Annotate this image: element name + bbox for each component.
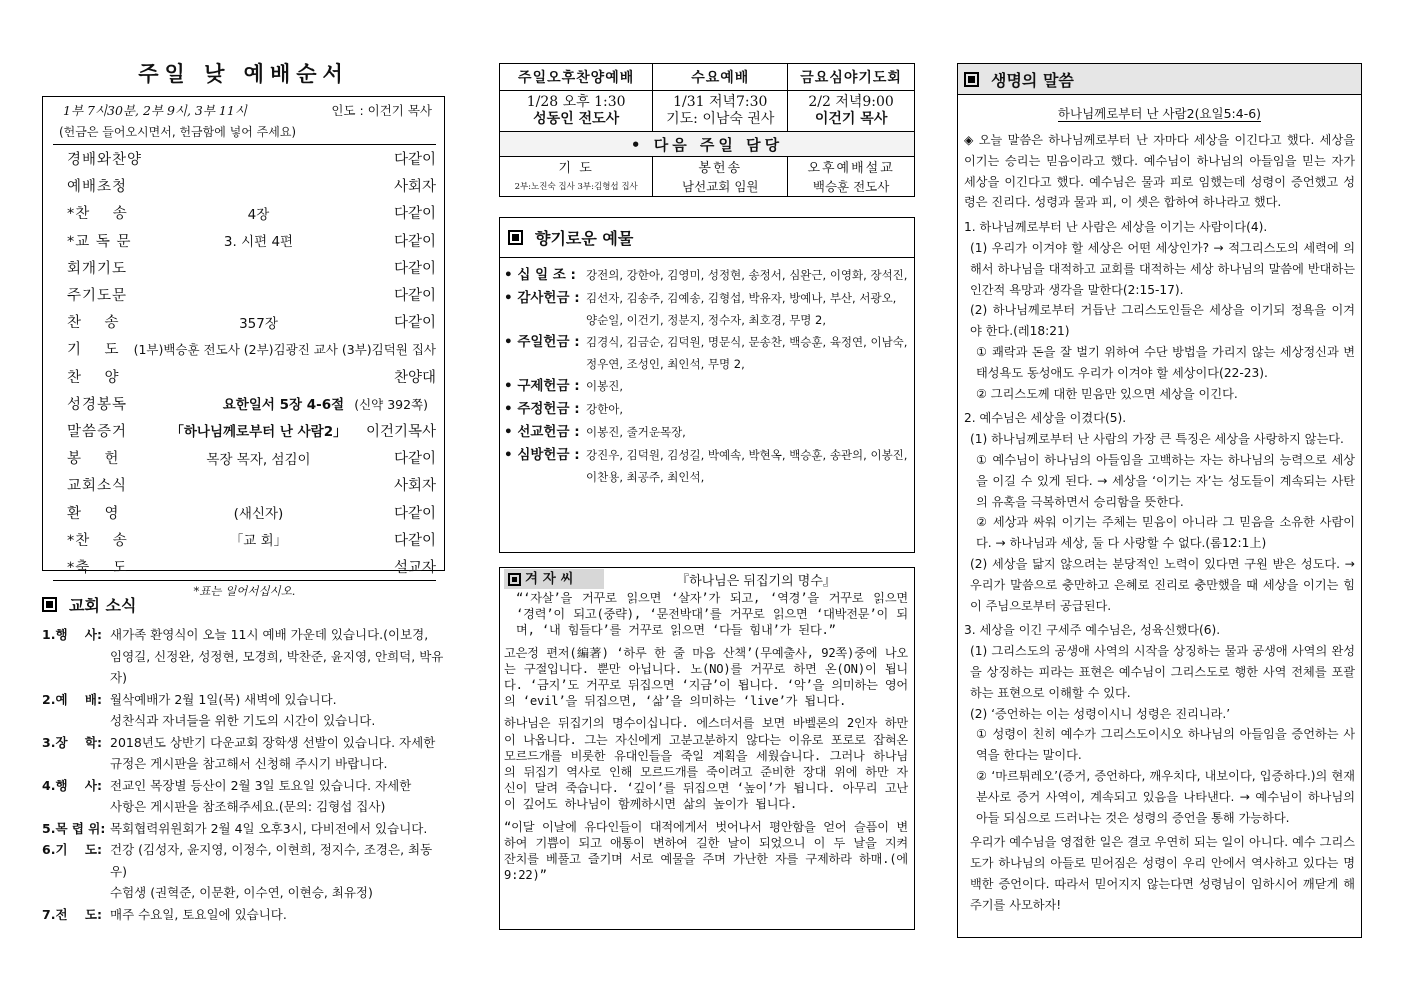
service-times: 1부 7시30분, 2부 9시, 3부 11시 (63, 103, 247, 118)
order-item-by: 다같이 (393, 233, 436, 250)
order-box (42, 96, 445, 598)
offering-names: 이봉진, (586, 379, 623, 393)
news-line: 새가족 환영식이 오늘 11시 예배 가운데 있습니다.(이보경, (110, 627, 429, 642)
news-title: 교회 소식 (69, 596, 137, 615)
news-line: 매주 수요일, 토요일에 있습니다. (110, 906, 287, 922)
news-line: 임영길, 신정완, 성정현, 모경희, 박찬준, 윤지영, 안희덕, 박유자) (110, 648, 444, 685)
order-item-by: 다같이 (393, 315, 436, 332)
order-row (53, 553, 436, 580)
news-text (110, 689, 445, 732)
offerings-title (500, 218, 914, 258)
news-item (42, 818, 445, 840)
news-label: 3.장 학: (42, 734, 103, 750)
news-label: 7.전 도: (42, 906, 103, 922)
order-row (53, 254, 436, 281)
order-item-name: *교 독 문 (67, 233, 132, 250)
news-line: 규정은 게시판을 참고해서 신청해 주시기 바랍니다. (110, 756, 388, 771)
news-label: 6.기 도: (42, 842, 103, 857)
word-detail: ① 쾌락과 돈을 잘 벌기 위하여 수단 방법을 가리지 않는 세상정신과 변태성욕도 동성애도 우리가 이겨야 할 세상이다(22-23). (976, 344, 1355, 380)
news-text (110, 624, 445, 689)
news-item (42, 839, 445, 904)
order-item-by: 찬양대 (393, 369, 436, 386)
order-row (53, 444, 436, 471)
schedule-header: 수요예배 (653, 64, 788, 91)
schedule-cell (500, 91, 653, 132)
word-subpoint: (1) 그리스도의 공생애 사역의 시작을 상징하는 물과 공생애 사역의 완성을 상징하는 피라는 표현은 예수님이 그리스도로 행한 사역 전체를 포괄하는 표현으로 이해할 수 있다. (970, 644, 1355, 700)
square-bullet-icon (508, 230, 523, 245)
order-item-name: 찬 송 (67, 315, 120, 332)
news-item (42, 904, 445, 926)
order-row (53, 199, 436, 226)
order-item-content: 357장 (239, 315, 278, 332)
order-row (53, 498, 436, 525)
mustard-seed-tag-text: 겨 자 씨 (525, 571, 574, 587)
offering-row (504, 331, 908, 375)
order-row (53, 390, 436, 417)
word-title-text: 생명의 말씀 (991, 70, 1074, 90)
order-item-name: 성경봉독 (67, 396, 128, 413)
mustard-seed-paragraph: 고은정 편저(編著) ‘하루 한 줄 마음 산책’(무예출사, 92쪽)중에 나오는 구절입니다. 뿐만 아닙니다. 노(NO)를 거꾸로 하면 온(ON)이 됩니다. ‘금지’도 거꾸로 뒤집으면 ‘지금’이 됩니다. ‘악’을 의미하는 영어의 ‘evil’을 뒤집으면, ‘삶’을 의미하는 ‘live’가 됩니다. (504, 645, 908, 709)
word-subpoint: (2) ‘증언하는 이는 성령이시니 성령은 진리니라.’ (970, 706, 1231, 721)
next-role-person: 백승훈 전도사 (788, 176, 915, 197)
order-item-by: 다같이 (393, 451, 436, 468)
schedule-cell (788, 91, 915, 132)
offering-label: • 감사헌금 : (504, 290, 580, 306)
order-row (53, 335, 436, 362)
schedule-time: 2/2 저녁9:00 (808, 94, 894, 110)
news-text (110, 818, 445, 840)
order-item-name: 기 도 (67, 342, 120, 359)
news-line: 2018년도 상반기 다운교회 장학생 선발이 있습니다. 자세한 (110, 734, 436, 750)
word-point: 3. 세상을 이긴 구세주 예수님은, 성육신했다(6). (964, 623, 1221, 638)
order-item-content: (새신자) (233, 506, 284, 523)
offering-label: • 심방헌금 : (504, 447, 580, 463)
order-item-by: 사회자 (393, 179, 436, 196)
mustard-seed-header (504, 568, 908, 590)
order-item-name: 말씀증거 (67, 423, 128, 440)
news-text (110, 904, 445, 926)
word-detail: ② ‘마르튀레오’(증거, 증언하다, 깨우치다, 내보이다, 입증하다.)의 현재 분사로 증거 사역이, 계속되고 있음을 나타낸다. → 예수님이 하나님의 아들 되심으로 드러나는 것은 성령의 증언을 통해 가능하다. (976, 768, 1355, 825)
offering-names: 강한아, (586, 402, 623, 416)
news-label: 1.행 사: (42, 627, 103, 642)
mustard-seed-box (499, 567, 915, 930)
offering-names: 김선자, 김송주, 김예송, 김형섭, 박유자, 방예나, 부산, 서광오, 양순일, 이건기, 정분지, 정수자, 최호경, 무명 2, (586, 291, 897, 327)
order-row (53, 417, 436, 444)
offerings-list (500, 258, 914, 488)
word-subpoint: (2) 세상을 닮지 않으려는 분당적인 노력이 있다면 구원 받은 성도다. → 우리가 말씀으로 충만하고 은혜로 진리로 충만했을 때 세상을 이기는 힘이 주님으로부터 공급된다. (970, 556, 1355, 613)
offering-row (504, 444, 908, 488)
word-point: 2. 예수님은 세상을 이겼다(5). (964, 411, 1127, 426)
service-leader: 인도 : 이건기 목사 (331, 103, 432, 118)
news-text (110, 839, 445, 904)
order-row (53, 471, 436, 498)
word-title (958, 64, 1361, 95)
order-item-name: 봉 헌 (67, 451, 120, 468)
mustard-seed-quote: “‘자살’을 거꾸로 읽으면 ‘살자’가 되고, ‘역경’을 거꾸로 읽으면 ‘경력’이 되고(중략), ‘문전박대’를 거꾸로 읽으면 ‘대박전문’이 되며, ‘내 힘들다’를 거꾸로 읽으면 ‘다들 힘내’가 된다.” (516, 591, 908, 638)
news-item (42, 732, 445, 775)
word-of-life-box (957, 63, 1362, 938)
offering-row (504, 264, 908, 287)
word-detail: ② 세상과 싸워 이기는 주체는 믿음이 아니라 그 믿음을 소유한 사람이다. → 하나님과 세상, 둘 다 사랑할 수 없다.(롬12:1上) (976, 515, 1355, 551)
schedule-header: 금요심야기도회 (788, 64, 915, 91)
order-item-name: 주기도문 (67, 288, 128, 305)
news-item (42, 624, 445, 689)
news-label: 4.행 사: (42, 777, 103, 793)
schedule-person: 기도: 이남숙 권사 (666, 111, 775, 127)
order-footnote: *표는 일어서십시오. (53, 580, 436, 599)
order-row (53, 227, 436, 254)
offering-names: 강진우, 김덕원, 김성길, 박예속, 박현옥, 백승훈, 송관의, 이봉진, 이찬용, 최공주, 최인석, (586, 448, 908, 484)
offering-names: 강전의, 강한아, 김영미, 성정현, 송정서, 심완근, 이영화, 장석진, (586, 268, 908, 282)
sermon-title: 「하나님께로부터 난 사람2」 (170, 424, 347, 441)
scripture-reference: 요한일서 5장 4-6절 (222, 397, 345, 414)
news-line: 전교인 목장별 등산이 2월 3일 토요일 있습니다. 자세한 (110, 777, 412, 793)
mustard-seed-tag (504, 569, 604, 589)
news-line: 건강 (김성자, 윤지영, 이정수, 이현희, 정지수, 조경은, 최동우) (110, 842, 433, 879)
news-label: 5.목 렵 위: (42, 820, 106, 836)
next-role-person: 남선교회 임원 (653, 176, 788, 197)
offering-label: • 선교헌금 : (504, 424, 580, 440)
word-detail: ① 예수님이 하나님의 아들임을 고백하는 자는 하나님의 능력으로 세상을 이길 수 있게 된다. → 세상을 ‘이기는 자’는 성도들이 계속되는 사탄의 유혹을 극복하면서 승리함을 뜻한다. (976, 452, 1355, 509)
order-item-by: 다같이 (393, 532, 436, 549)
order-item-content: 4장 (247, 206, 270, 223)
order-item-name: 찬 양 (67, 369, 120, 386)
order-item-name: *찬 송 (67, 532, 128, 549)
order-item-by: 다같이 (393, 206, 436, 223)
next-role: 오후예배설교 (788, 157, 915, 177)
word-subpoint: (1) 우리가 이겨야 할 세상은 어떤 세상인가? → 적그리스도의 세력에 의해서 하나님을 대적하고 교회를 대적하는 세상 하나님의 말씀에 반대하는 인간적 욕망과 생각을 말한다(2:15-17). (970, 240, 1355, 297)
offering-row (504, 398, 908, 421)
offering-label: • 구제헌금 : (504, 378, 580, 394)
mustard-seed-subtitle: 『하나님은 뒤집기의 명수』 (676, 573, 836, 589)
next-role: 기 도 (500, 157, 653, 177)
order-item-name: 교회소식 (67, 478, 128, 495)
order-title: 주일 낮 예배순서 (138, 62, 349, 86)
word-intro: ◈ 오늘 말씀은 하나님께로부터 난 자마다 세상을 이긴다고 했다. 세상을 이기는 승리는 믿음이라고 했다. 예수님이 하나님의 아들임을 믿는 자가 세상을 이긴다고 했다. 예수님은 물과 피로 임했는데 성령이 증언했고 성령은 진리다. 성령과 물과 피, 이 셋은 합하여 하나라고 했다. (964, 133, 1355, 210)
order-item-by: 다같이 (393, 505, 436, 522)
square-bullet-icon (42, 597, 57, 612)
offering-names: 김경식, 김금순, 김덕원, 명문식, 문송찬, 백승훈, 육정연, 이남숙, 정우연, 조성인, 최인석, 무명 2, (586, 335, 908, 371)
order-item-by: 사회자 (393, 478, 436, 495)
offering-label: • 십 일 조 : (504, 267, 576, 283)
order-row (53, 281, 436, 308)
offering-names: 이봉진, 줄거운목장, (586, 425, 686, 439)
order-item-content: (1부)백승훈 전도사 (2부)김광진 교사 (3부)김덕원 집사 (133, 341, 436, 357)
offering-row (504, 287, 908, 331)
news-line: 사항은 게시판을 참조해주세요.(문의: 김형섭 집사) (110, 799, 386, 814)
schedule-person: 성동인 전도사 (533, 111, 620, 127)
news-item (42, 775, 445, 818)
schedule-time: 1/31 저녁7:30 (673, 94, 768, 110)
order-item-name: 회개기도 (67, 260, 128, 277)
word-subpoint: (1) 하나님께로부터 난 사람의 가장 큰 특징은 세상을 사랑하지 않는다. (970, 432, 1344, 447)
order-item-name: *찬 송 (67, 206, 128, 223)
worship-order-column (42, 58, 445, 925)
order-item-content: 3. 시편 4편 (223, 234, 294, 251)
news-line: 목회협력위원회가 2월 4일 오후3시, 다비전에서 있습니다. (110, 820, 428, 836)
schedule-cell (653, 91, 788, 132)
schedule-table (499, 63, 915, 197)
order-item-by: 다같이 (393, 288, 436, 305)
next-sunday-title: • 다음 주일 담당 (500, 132, 915, 157)
news-text (110, 775, 445, 818)
square-bullet-icon (508, 573, 521, 586)
word-detail: ① 성령이 친히 예수가 그리스도이시오 하나님의 아들임을 증언하는 사역을 한다는 말이다. (976, 727, 1355, 763)
schedule-person: 이건기 목사 (814, 111, 888, 127)
offering-row (504, 421, 908, 444)
news-line: 성찬식과 자녀들을 위한 기도의 시간이 있습니다. (110, 713, 376, 728)
news-line: 수험생 (권혁준, 이문환, 이수연, 이현승, 최유정) (110, 885, 373, 900)
offerings-title-text: 향기로운 예물 (535, 229, 634, 248)
news-label: 2.예 배: (42, 691, 103, 707)
mustard-seed-verse: “이달 이날에 유다인들이 대적에게서 벗어나서 평안함을 얻어 슬픔이 변하여 기쁨이 되고 애통이 변하여 길한 날이 되었으니 이 두 날을 지켜 잔치를 베풀고 즐기며 서로 예물을 주며 가난한 자를 구제하라 하매.(에 9:22)” (504, 819, 908, 883)
offering-row (504, 375, 908, 398)
order-item-name: 예배초청 (67, 179, 128, 196)
mustard-seed-paragraph: 하나님은 뒤집기의 명수이십니다. 에스더서를 보면 바벨론의 2인자 하만이 나옵니다. 그는 자신에게 고분고분하지 않다는 이유로 포로로 잡혀온 모르드개를 비롯한 유대인들을 죽일 계획을 세웠습니다. 그러나 하나님의 뒤집기 역사로 인해 모르드개를 죽이려고 준비한 장대 위에 하만 자신이 달려 죽습니다. ‘깊이’를 뒤집으면 ‘높이’가 됩니다. 아무리 고난이 깊어도 하나님이 함께하시면 삶의 높이가 됩니다. (504, 716, 909, 812)
order-row (53, 526, 436, 553)
offering-label: • 주일헌금 : (504, 334, 580, 350)
order-item-by: 이건기목사 (365, 423, 436, 440)
order-header (53, 101, 436, 119)
order-row (53, 145, 436, 172)
word-closing: 우리가 예수님을 영접한 일은 결코 우연히 되는 일이 아니다. 예수 그리스도가 하나님의 아들로 믿어짐은 성령이 우리 안에서 역사하고 있다는 명백한 증언이다. 따라서 믿어지지 않는다면 성령님이 임하시어 깨닫게 해주기를 사모하자! (970, 835, 1355, 912)
middle-column (499, 63, 915, 930)
offering-note: (헌금은 들어오시면서, 헌금함에 넣어 주세요) (53, 123, 436, 145)
word-subtitle (958, 104, 1361, 122)
order-item-by: 다같이 (393, 152, 436, 169)
offering-label: • 주정헌금 : (504, 401, 580, 417)
order-item-content: 목장 목자, 섬김이 (206, 451, 311, 468)
news-text (110, 732, 445, 775)
word-subtitle-text: 하나님께로부터 난 사람2(요일5:4-6) (1057, 106, 1262, 121)
order-row (53, 172, 436, 199)
square-bullet-icon (964, 72, 979, 87)
order-item-by: 다같이 (393, 260, 436, 277)
schedule-header: 주일오후찬양예배 (500, 64, 653, 91)
next-role: 봉헌송 (653, 157, 788, 177)
order-row (53, 308, 436, 335)
offerings-box (499, 217, 915, 553)
order-item-name: 경배와찬양 (67, 152, 143, 169)
word-subpoint: (2) 하나님께로부터 거듭난 그리스도인들은 세상을 이기되 정욕을 이겨야 한다.(레18:21) (970, 303, 1355, 339)
scripture-page: (신약 392쪽) (354, 397, 428, 413)
order-item-name: 환 영 (67, 505, 120, 522)
order-row (53, 363, 436, 390)
next-role-person: 2부:노진숙 집사 3부:김형섭 집사 (500, 176, 653, 197)
news-line: 월삭예배가 2월 1일(목) 새벽에 있습니다. (110, 691, 337, 707)
order-item-content: 「교 회」 (229, 533, 288, 550)
order-item-by: 설교자 (393, 559, 436, 576)
schedule-time: 1/28 오후 1:30 (526, 94, 626, 110)
word-point: 1. 하나님께로부터 난 사람은 세상을 이기는 사람이다(4). (964, 220, 1268, 235)
news-item (42, 689, 445, 732)
news-list (42, 624, 445, 925)
order-item-content (159, 393, 428, 413)
word-detail: ② 그리스도께 대한 믿음만 있으면 세상을 이긴다. (976, 386, 1238, 401)
order-item-name: *축 도 (67, 559, 128, 576)
